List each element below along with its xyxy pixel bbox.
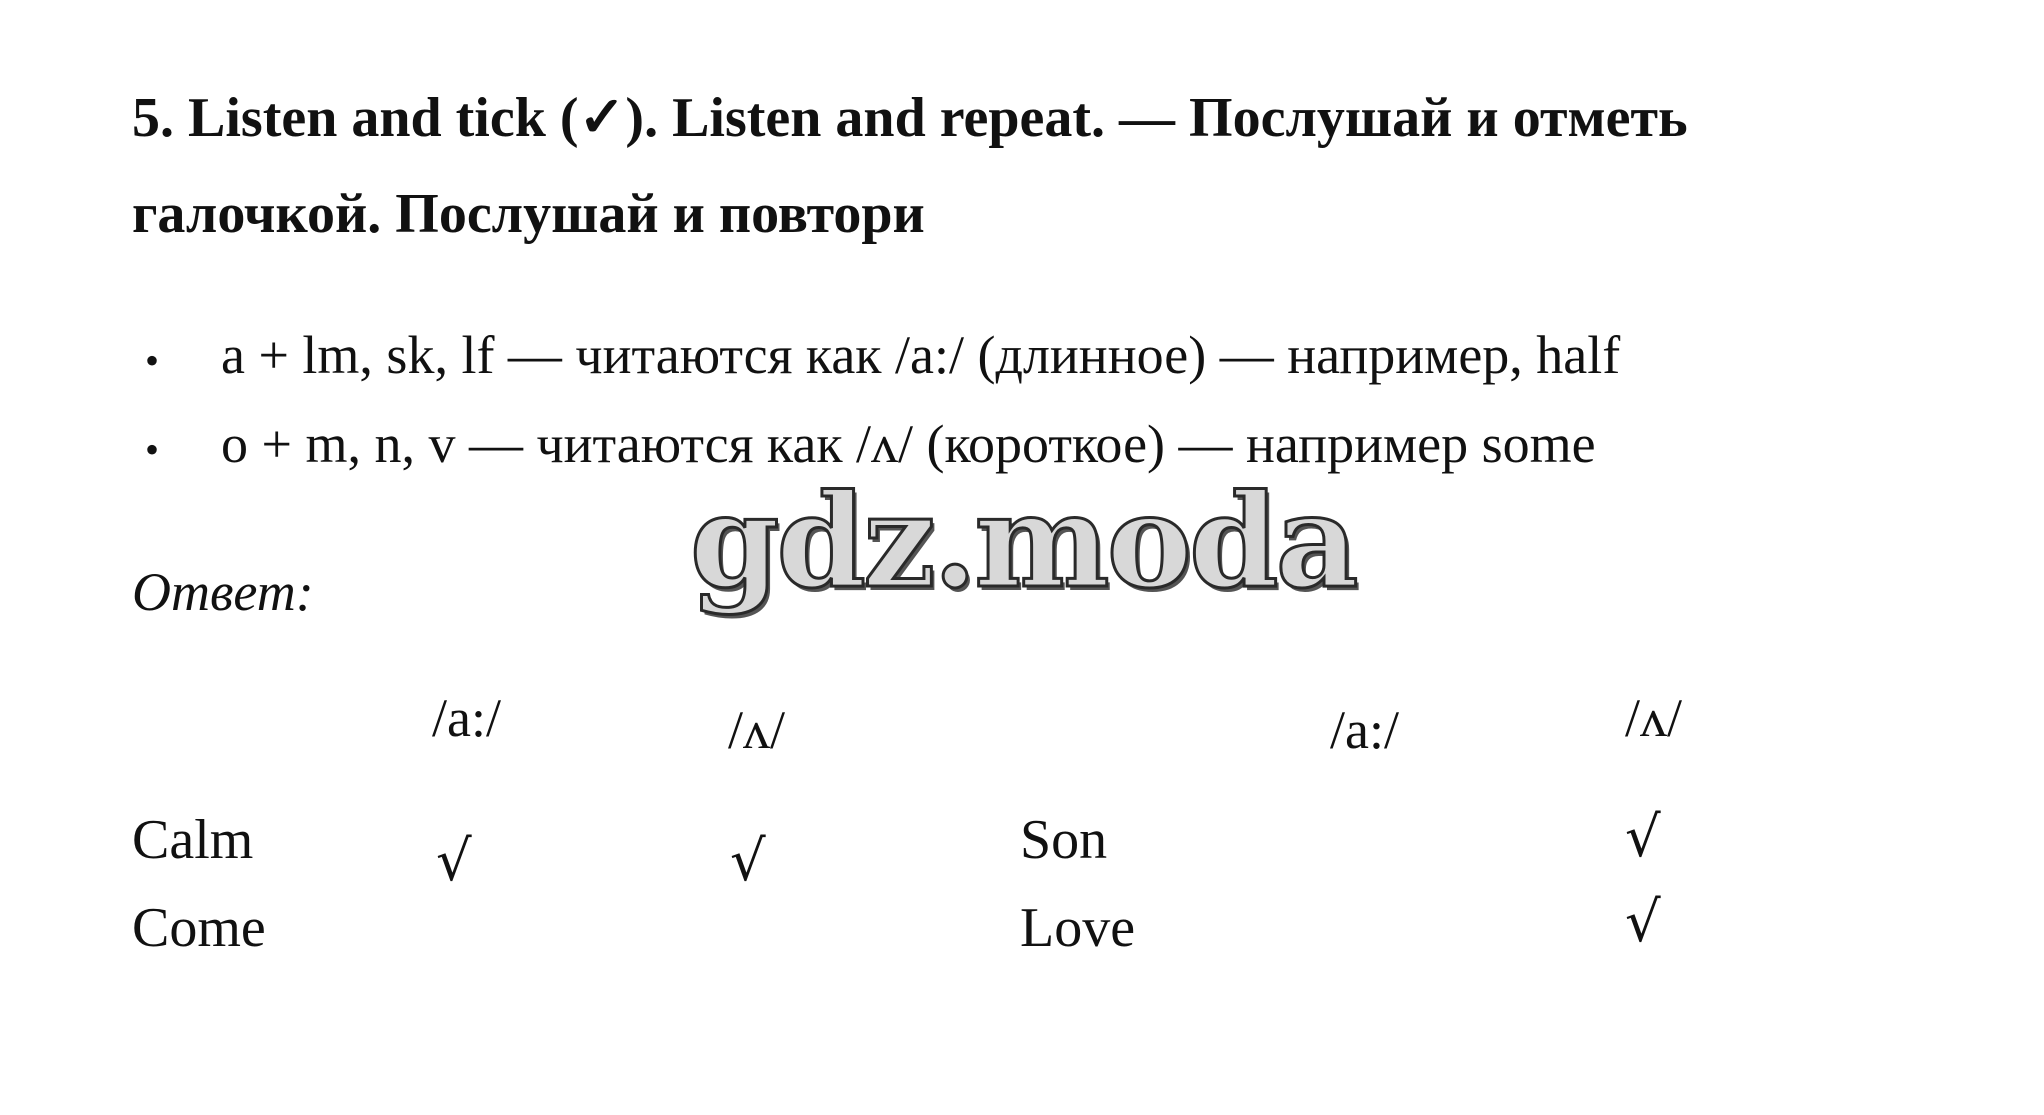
tick-mark-love: √ [1625, 890, 1661, 955]
header-long-a-right: /a:/ [1330, 700, 1399, 760]
task-title-line-2: галочкой. Послушай и повтори [132, 183, 925, 245]
word-love: Love [1020, 897, 1136, 959]
word-come: Come [132, 897, 266, 959]
header-short-u-right: /ʌ/ [1625, 688, 1683, 748]
tick-mark-calm: √ [436, 829, 472, 894]
tick-mark-come: √ [730, 829, 766, 894]
rule-text-2: o + m, n, v — читаются как /ʌ/ (короткое) — например some [221, 414, 1596, 474]
word-calm: Calm [132, 809, 254, 871]
task-title [132, 70, 1952, 262]
tick-mark-son: √ [1625, 805, 1661, 870]
rule-item-1 [145, 325, 1620, 391]
task-title-line-1: 5. Listen and tick (✓). Listen and repeat. — Послушай и отметь [132, 87, 1688, 149]
header-short-u-left: /ʌ/ [728, 700, 786, 760]
bullet-icon: • [145, 337, 160, 383]
word-son: Son [1020, 809, 1108, 871]
bullet-icon: • [145, 426, 160, 472]
header-long-a-left: /a:/ [432, 688, 501, 748]
answer-label: Ответ: [132, 562, 314, 622]
watermark-logo: gdz.moda [690, 467, 1356, 617]
rule-text-1: a + lm, sk, lf — читаются как /a:/ (длинное) — например, half [221, 325, 1621, 385]
